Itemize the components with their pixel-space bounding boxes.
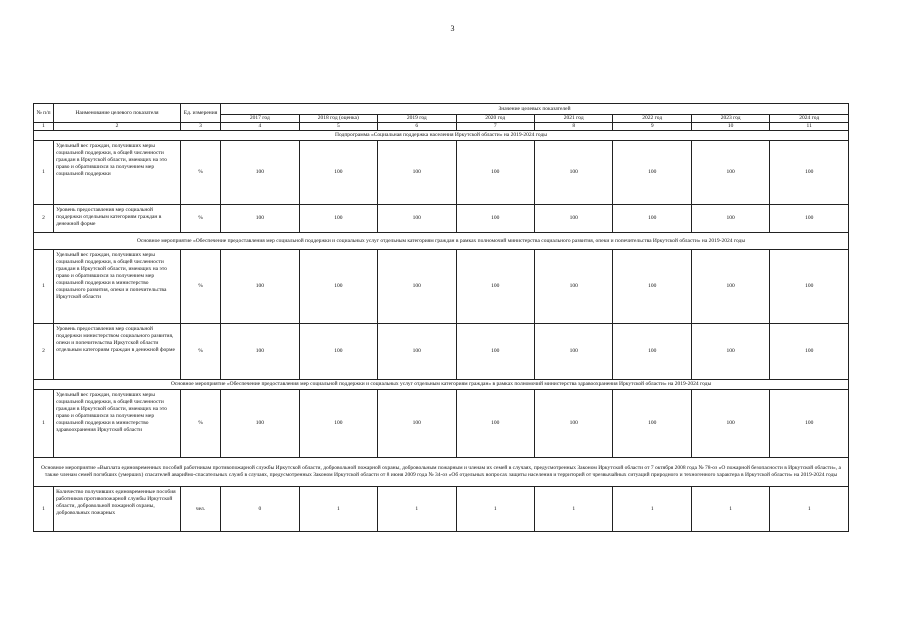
- year-header: 2021 год: [534, 115, 612, 123]
- page-number: 3: [450, 24, 455, 33]
- section-row: [34, 458, 849, 487]
- column-number: 11: [770, 123, 849, 131]
- year-header: 2023 год: [691, 115, 769, 123]
- header-unit: Ед. измерения: [180, 104, 220, 123]
- column-number: 10: [691, 123, 769, 131]
- value-cell: 100: [691, 141, 769, 205]
- value-cell: 100: [534, 390, 612, 458]
- row-number: 1: [34, 141, 54, 205]
- indicator-row: [34, 324, 849, 380]
- value-cell: 100: [613, 324, 691, 380]
- indicator-name: Количество получивших единовременные пособия работников противопожарной службы Иркутской области, добровольной пожарной охраны, добровольных пожарных: [54, 487, 181, 532]
- value-cell: 100: [613, 141, 691, 205]
- indicator-row: [34, 205, 849, 233]
- value-cell: 1: [613, 487, 691, 532]
- value-cell: 100: [378, 250, 456, 324]
- value-cell: 100: [613, 250, 691, 324]
- column-number: 3: [180, 123, 220, 131]
- year-header: 2022 год: [613, 115, 691, 123]
- column-number: 2: [54, 123, 181, 131]
- value-cell: 1: [456, 487, 534, 532]
- value-cell: 100: [456, 141, 534, 205]
- section-row: [34, 131, 849, 141]
- unit-cell: %: [180, 141, 220, 205]
- value-cell: 100: [770, 141, 849, 205]
- year-header: 2018 год (оценка): [299, 115, 377, 123]
- indicator-row: [34, 390, 849, 458]
- indicator-name: Удельный вес граждан, получивших меры социальной поддержки, в общей численности граждан в Иркутской области, имеющих на это право и обратившихся за получением мер социальной поддержки в министерство здравоохранения Иркутской области: [54, 390, 181, 458]
- value-cell: 1: [378, 487, 456, 532]
- value-cell: 1: [299, 487, 377, 532]
- indicator-name: Удельный вес граждан, получивших меры социальной поддержки, в общей численности граждан в Иркутской области, имеющих на это право и обратившихся за получением мер социальной поддержки в министерство социального развития, опеки и попечительства Иркутской области: [54, 250, 181, 324]
- indicator-name: Уровень предоставления мер социальной поддержки отдельным категориям граждан в денежной форме: [54, 205, 181, 233]
- column-number: 1: [34, 123, 54, 131]
- value-cell: 100: [691, 205, 769, 233]
- value-cell: 100: [770, 324, 849, 380]
- target-indicators-table: [33, 103, 849, 532]
- value-cell: 100: [691, 324, 769, 380]
- unit-cell: %: [180, 324, 220, 380]
- header-name: Наименование целевого показателя: [54, 104, 181, 123]
- value-cell: 100: [221, 205, 299, 233]
- value-cell: 100: [770, 390, 849, 458]
- column-number: 9: [613, 123, 691, 131]
- value-cell: 100: [299, 141, 377, 205]
- row-number: 1: [34, 250, 54, 324]
- column-number: 6: [378, 123, 456, 131]
- value-cell: 100: [456, 205, 534, 233]
- section-title: Основное мероприятие «Обеспечение предоставления мер социальной поддержки и социальных услуг отдельным категориям граждан в рамках полномочий министерства социального развития, опеки и попечительства Иркутской области» на 2019-2024 годы: [34, 233, 849, 250]
- year-header: 2019 год: [378, 115, 456, 123]
- indicator-row: [34, 141, 849, 205]
- value-cell: 100: [534, 205, 612, 233]
- value-cell: 100: [378, 390, 456, 458]
- value-cell: 100: [456, 250, 534, 324]
- section-row: [34, 380, 849, 390]
- value-cell: 100: [770, 205, 849, 233]
- value-cell: 100: [691, 250, 769, 324]
- value-cell: 100: [691, 390, 769, 458]
- unit-cell: %: [180, 390, 220, 458]
- value-cell: 100: [534, 250, 612, 324]
- value-cell: 100: [221, 390, 299, 458]
- unit-cell: %: [180, 205, 220, 233]
- year-header: 2017 год: [221, 115, 299, 123]
- year-header: 2020 год: [456, 115, 534, 123]
- header-values: Значение целевых показателей: [221, 104, 849, 115]
- row-number: 1: [34, 487, 54, 532]
- value-cell: 100: [534, 324, 612, 380]
- column-number: 7: [456, 123, 534, 131]
- column-number: 4: [221, 123, 299, 131]
- value-cell: 1: [691, 487, 769, 532]
- value-cell: 100: [221, 324, 299, 380]
- row-number: 1: [34, 390, 54, 458]
- indicator-name: Удельный вес граждан, получивших меры социальной поддержки, в общей численности граждан в Иркутской области, имеющих на это право и обратившихся за получением мер социальной поддержки: [54, 141, 181, 205]
- value-cell: 100: [534, 141, 612, 205]
- value-cell: 1: [770, 487, 849, 532]
- header-num: № п/п: [34, 104, 54, 123]
- year-header: 2024 год: [770, 115, 849, 123]
- unit-cell: чел.: [180, 487, 220, 532]
- column-number: 5: [299, 123, 377, 131]
- value-cell: 100: [299, 250, 377, 324]
- value-cell: 100: [456, 390, 534, 458]
- value-cell: 100: [299, 390, 377, 458]
- section-row: [34, 233, 849, 250]
- value-cell: 100: [613, 205, 691, 233]
- section-title: Основное мероприятие «Выплата единовременных пособий работникам противопожарной службы Иркутской области, добровольной пожарной охраны, добровольным пожарным и членам их семей в случаях, предусмотренных Законом Иркутской области от 7 октября 2008 года № 78-оз «О пожарной безопасности в Иркутской области», а также членам семей погибших (умерших) спасателей аварийно-спасательных служб в случаях, предусмотренных Законом Иркутской области от 8 июня 2009 года № 34-оз «Об отдельных вопросах защиты населения и территорий от чрезвычайных ситуаций природного и техногенного характера в Иркутской области» на 2019-2024 годы: [34, 458, 849, 487]
- value-cell: 100: [770, 250, 849, 324]
- row-number: 2: [34, 205, 54, 233]
- value-cell: 0: [221, 487, 299, 532]
- value-cell: 100: [221, 141, 299, 205]
- value-cell: 100: [456, 324, 534, 380]
- value-cell: 100: [299, 324, 377, 380]
- value-cell: 100: [299, 205, 377, 233]
- indicator-row: [34, 487, 849, 532]
- value-cell: 100: [378, 324, 456, 380]
- row-number: 2: [34, 324, 54, 380]
- value-cell: 100: [378, 205, 456, 233]
- column-number: 8: [534, 123, 612, 131]
- value-cell: 100: [378, 141, 456, 205]
- value-cell: 100: [221, 250, 299, 324]
- indicator-name: Уровень предоставления мер социальной поддержки министерством социального развития, опеки и попечительства Иркутской области отдельным категориям граждан в денежной форме: [54, 324, 181, 380]
- section-title: Основное мероприятие «Обеспечение предоставления мер социальной поддержки и социальных услуг отдельным категориям граждан» в рамках полномочий министерства здравоохранения Иркутской области» на 2019-2024 годы: [34, 380, 849, 390]
- indicator-row: [34, 250, 849, 324]
- unit-cell: %: [180, 250, 220, 324]
- value-cell: 100: [613, 390, 691, 458]
- value-cell: 1: [534, 487, 612, 532]
- section-title: Подпрограмма «Социальная поддержка населения Иркутской области» на 2019-2024 годы: [34, 131, 849, 141]
